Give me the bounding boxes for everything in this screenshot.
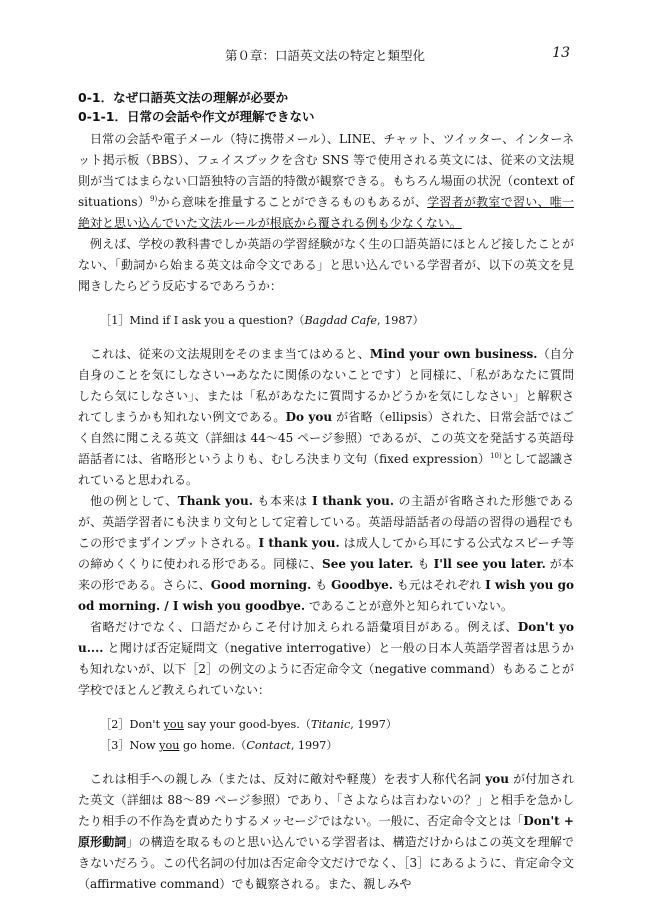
- text-run: これは、従来の文法規則をそのまま当てはめると、: [90, 347, 370, 361]
- text-run: 日常の会話や電子メール（特に携帯メール）、LINE、チャット、ツイッター、インターネット掲示板（BBS）、フェイスブックを含む SNS 等で使用される英文には、従来の文法規則が当てはまらない口語独特の言語的特徴が観察できる。もちろん場面の状況（context of situations）: [78, 132, 574, 209]
- example-text: Now: [129, 739, 160, 752]
- paragraph-4: [78, 491, 574, 617]
- film-title: Bagdad Cafe: [304, 314, 378, 327]
- text-run: の主語が省略された形態であるが、英語学習者にも決まり文句として定着している。英語母語話者の母語の習得の過程でもこの形でまずインプットされる。: [78, 494, 574, 550]
- page-number: 13: [552, 45, 570, 61]
- bold-english: See you later.: [322, 557, 414, 571]
- bold-english: I thank you.: [258, 536, 340, 550]
- text-run: が省略（ellipsis）された、日常会話ではごく自然に聞こえる英文（詳細は 44～45 ページ参照）であるが、この英文を発話する英語母語話者には、省略形というよりも、むしろ決まり文句（fixed expression）: [78, 410, 574, 466]
- bold-english: Thank you.: [177, 494, 253, 508]
- bold-english: you: [485, 772, 510, 786]
- paragraph-1: [78, 129, 574, 234]
- film-year: , 1997）: [290, 739, 338, 752]
- film-title: Contact: [246, 739, 291, 752]
- text-run: が本来の形である。さらに、: [78, 557, 574, 592]
- film-year: , 1987）: [377, 314, 424, 327]
- footnote-ref-10: 10): [490, 452, 502, 460]
- example-text: Mind if I ask you a question?（: [129, 314, 305, 327]
- text-run: これは相手への親しみ（または、反対に敵対や軽蔑）を表す人称代名詞: [90, 772, 486, 786]
- text-run: も元はそれぞれ: [392, 578, 486, 592]
- bold-english: Good morning.: [210, 578, 312, 592]
- example-text: go home.（: [179, 739, 247, 752]
- example-text: Don't: [129, 718, 164, 731]
- bold-english: I wish you good morning. / I wish you goodbye.: [78, 578, 574, 613]
- example-text: say your good-byes.（: [183, 718, 311, 731]
- paragraph-2: [78, 234, 574, 297]
- text-run: であることが意外と知られていない。: [305, 599, 513, 613]
- text-run: が付加された英文（詳細は 88～89 ページ参照）であり、「さよならは言わないの？」と相手を急かしたり相手の不作為を責めたりするメッセージではない。一般に、否定命令文とは「: [78, 772, 574, 828]
- bold-english: Don't + 原形動詞: [78, 814, 574, 849]
- text-run: として認識されていると思われる。: [78, 452, 574, 487]
- text-run: も: [413, 557, 434, 571]
- film-title: Titanic: [310, 718, 351, 731]
- bold-english: I'll see you later.: [433, 557, 546, 571]
- example-number: ［2］: [100, 718, 130, 731]
- text-run: 例えば、学校の教科書でしか英語の学習経験がなく生の口語英語にほとんど接したことがない、「動詞から始まる英文は命令文である」と思い込んでいる学習者が、以下の英文を見聞きしたらどう反応するであろうか：: [78, 237, 574, 293]
- text-run: 他の例として、: [90, 494, 178, 508]
- text-run: も: [311, 578, 332, 592]
- example-3: [78, 735, 574, 756]
- bold-english: Don't you....: [78, 620, 574, 655]
- text-run: 省略だけでなく、口語だからこそ付け加えられる語彙項目がある。例えば、: [90, 620, 518, 634]
- underlined-text: you: [159, 739, 180, 752]
- underlined-text: 学習者が教室で習い、唯一絶対と思い込んでいた文法ルールが根底から覆される例も少なくない。: [78, 195, 574, 230]
- bold-english: I thank you.: [312, 494, 395, 508]
- film-year: , 1997）: [350, 718, 398, 731]
- example-2: [78, 714, 574, 735]
- text-run: と聞けば否定疑問文（negative interrogative）と一般の日本人英語学習者は思うかも知れないが、以下［2］の例文のように否定命令文（negative command）もあることが学校でほとんど教えられていない：: [78, 641, 574, 697]
- running-header: 第０章：口語英文法の特定と類型化: [224, 48, 425, 63]
- footnote-ref-9: 9): [150, 195, 158, 203]
- paragraph-6: [78, 769, 574, 895]
- paragraph-5: [78, 617, 574, 701]
- text-run: は成人してから耳にする公式なスピーチ等の締めくくりに使われる形である。同様に、: [78, 536, 574, 571]
- subsection-heading: 0-1-1．日常の会話や作文が理解できない: [78, 109, 315, 124]
- text-run: （自分自身のことを気にしなさい→あなたに関係のないことです）と同様に、「私があなたに質問したら気にしなさい」、または「私があなたに質問するかどうかを気にしなさい」と解釈されてしまうかも知れない例文である。: [78, 347, 574, 424]
- example-number: ［3］: [100, 739, 130, 752]
- example-number: ［1］: [100, 314, 130, 327]
- section-heading: 0-1．なぜ口語英文法の理解が必要か: [78, 90, 289, 105]
- body-text: [78, 129, 574, 895]
- paragraph-3: [78, 344, 574, 491]
- text-run: 」の構造を取るものと思い込んでいる学習者は、構造だけからはこの英文を理解できないだろう。この代名詞の付加は否定命令文だけでなく、［3］にあるように、肯定命令文（affirmative command）でも観察される。また、親しみや: [78, 835, 574, 891]
- bold-english: Do you: [285, 410, 333, 424]
- text-run: も本来は: [252, 494, 312, 508]
- example-1: [78, 310, 574, 331]
- text-run: から意味を推量することができるものもあるが、: [157, 195, 428, 209]
- underlined-text: you: [163, 718, 184, 731]
- bold-english: Goodbye.: [331, 578, 393, 592]
- bold-english: Mind your own business.: [369, 347, 538, 361]
